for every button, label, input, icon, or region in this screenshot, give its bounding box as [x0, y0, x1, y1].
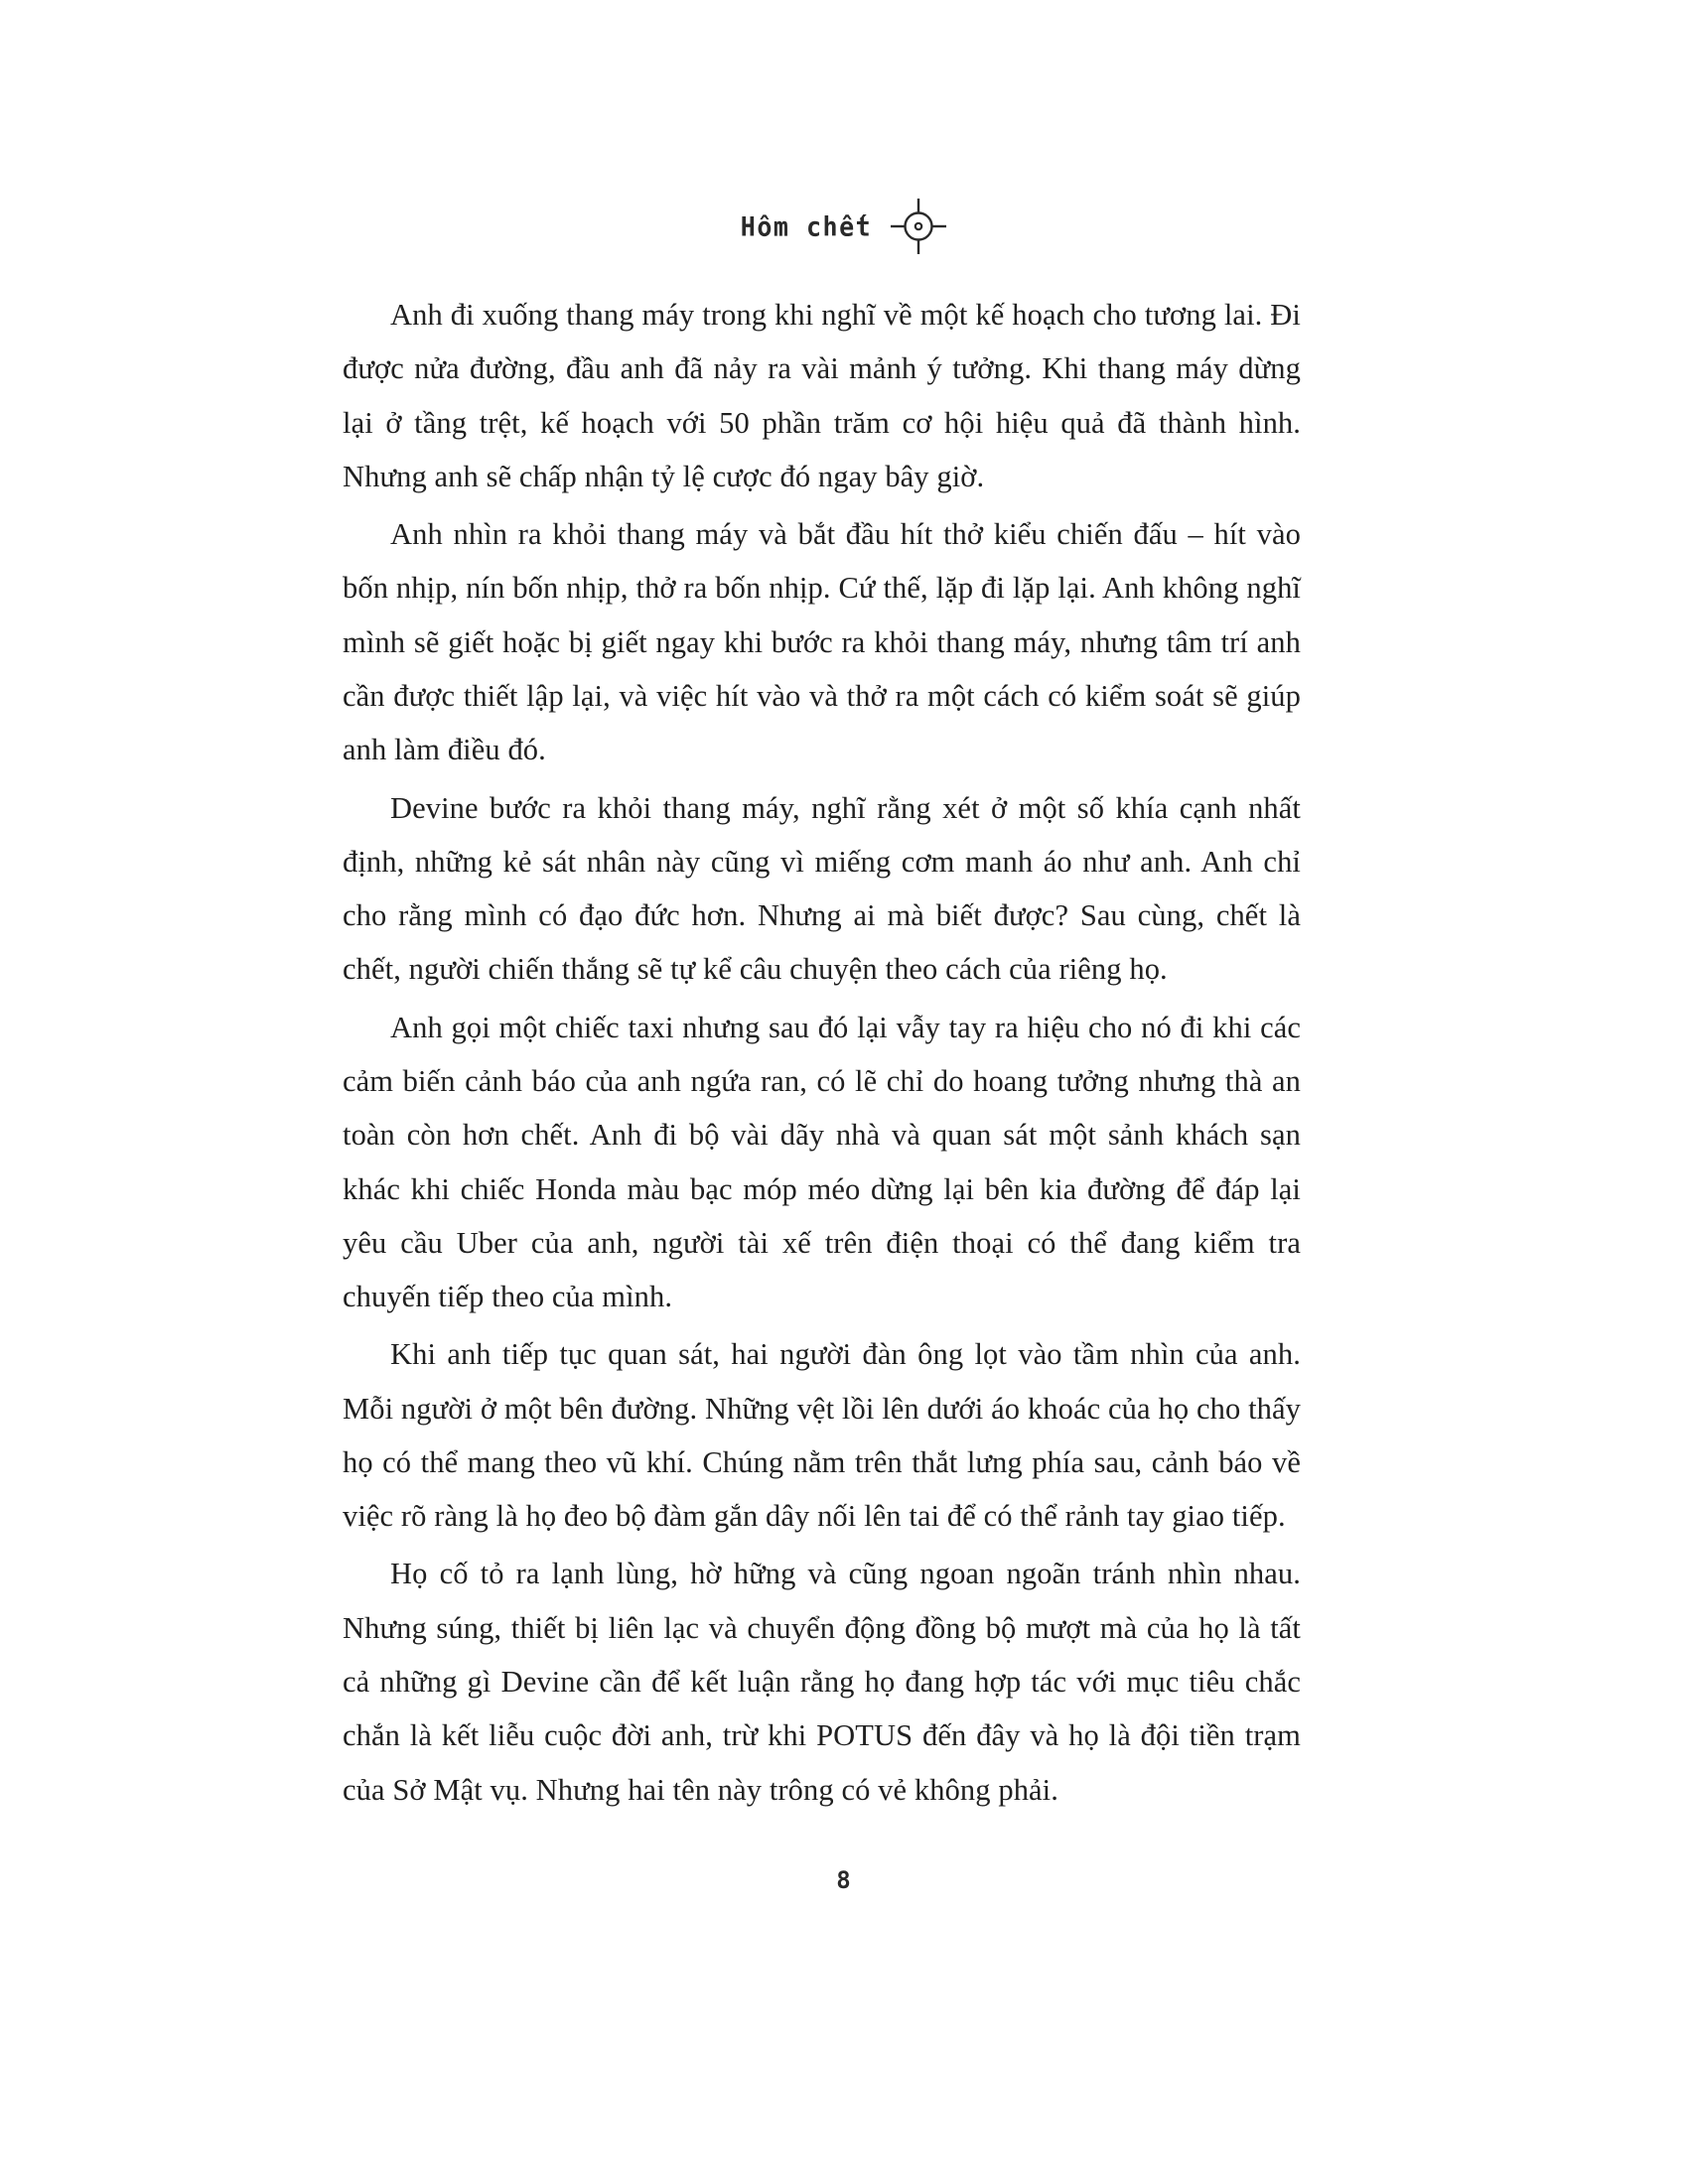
page-number: 8: [836, 1866, 852, 1894]
paragraph: Khi anh tiếp tục quan sát, hai người đàn ông lọt vào tầm nhìn của anh. Mỗi người ở một bên đường. Những vệt lồi lên dưới áo khoác của họ cho thấy họ có thể mang theo vũ khí. Chúng nằm trên thắt lưng phía sau, cảnh báo về việc rõ ràng là họ đeo bộ đàm gắn dây nối lên tai để có thể rảnh tay giao tiếp.: [343, 1337, 1301, 1534]
paragraph: Anh đi xuống thang máy trong khi nghĩ về một kế hoạch cho tương lai. Đi được nửa đường, đầu anh đã nảy ra vài mảnh ý tưởng. Khi thang máy dừng lại ở tầng trệt, kế hoạch với 50 phần trăm cơ hội hiệu quả đã thành hình. Nhưng anh sẽ chấp nhận tỷ lệ cược đó ngay bây giờ.: [343, 298, 1301, 493]
paragraph: Họ cố tỏ ra lạnh lùng, hờ hững và cũng ngoan ngoãn tránh nhìn nhau. Nhưng súng, thiết bị liên lạc và chuyển động đồng bộ mượt mà của họ là tất cả những gì Devine cần để kết luận rằng họ đang hợp tác với mục tiêu chắc chắn là kết liễu cuộc đời anh, trừ khi POTUS đến đây và họ là đội tiền trạm của Sở Mật vụ. Nhưng hai tên này trông có vẻ không phải.: [343, 1557, 1301, 1807]
running-head-title: Hôm chết: [740, 210, 873, 242]
paragraph: Devine bước ra khỏi thang máy, nghĩ rằng xét ở một số khía cạnh nhất định, những kẻ sát nhân này cũng vì miếng cơm manh áo như anh. Anh chỉ cho rằng mình có đạo đức hơn. Nhưng ai mà biết được? Sau cùng, chết là chết, người chiến thắng sẽ tự kể câu chuyện theo cách của riêng họ.: [343, 790, 1301, 987]
crosshair-icon: [890, 198, 947, 255]
paragraph: Anh gọi một chiếc taxi nhưng sau đó lại vẫy tay ra hiệu cho nó đi khi các cảm biến cảnh báo của anh ngứa ran, có lẽ chỉ do hoang tưởng nhưng thà an toàn còn hơn chết. Anh đi bộ vài dãy nhà và quan sát một sảnh khách sạn khác khi chiếc Honda màu bạc móp méo dừng lại bên kia đường để đáp lại yêu cầu Uber của anh, người tài xế trên điện thoại có thể đang kiểm tra chuyến tiếp theo của mình.: [343, 1010, 1301, 1314]
body-text: [343, 288, 1301, 1821]
running-head: [0, 197, 1688, 256]
paragraph: Anh nhìn ra khỏi thang máy và bắt đầu hít thở kiểu chiến đấu – hít vào bốn nhịp, nín bốn nhịp, thở ra bốn nhịp. Cứ thế, lặp đi lặp lại. Anh không nghĩ mình sẽ giết hoặc bị giết ngay khi bước ra khỏi thang máy, nhưng tâm trí anh cần được thiết lập lại, và việc hít vào và thở ra một cách có kiểm soát sẽ giúp anh làm điều đó.: [343, 517, 1301, 767]
